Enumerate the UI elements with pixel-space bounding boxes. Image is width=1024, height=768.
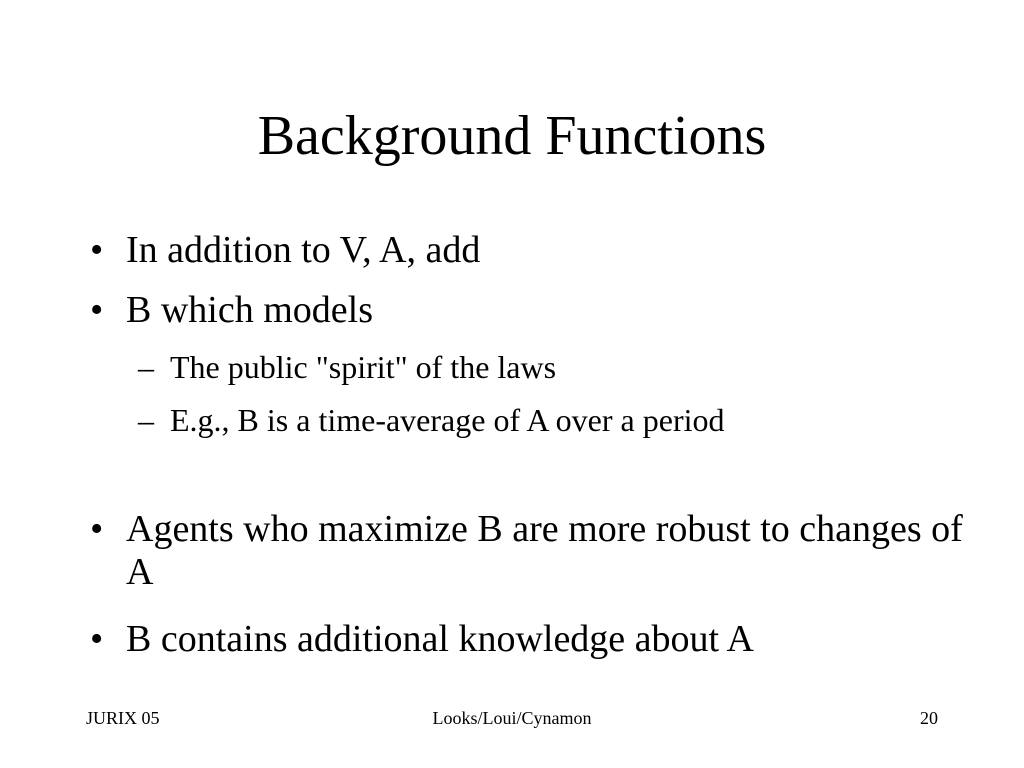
- bullet-text: In addition to V, A, add: [126, 229, 481, 271]
- bullet-text: Agents who maximize B are more robust to changes of A: [126, 508, 963, 593]
- bullet-marker: •: [90, 618, 104, 660]
- sub-bullet-text: E.g., B is a time-average of A over a period: [170, 402, 725, 438]
- sub-bullet-text: The public "spirit" of the laws: [170, 349, 557, 385]
- sub-bullet-item: [138, 401, 978, 439]
- sub-bullet-marker: –: [138, 349, 154, 385]
- footer-left: JURIX 05: [86, 708, 160, 728]
- bullet-item: [90, 508, 970, 594]
- bullet-item: [90, 229, 970, 272]
- sub-bullet-item: [138, 348, 978, 386]
- bullet-marker: •: [90, 508, 104, 550]
- slide-title: Background Functions: [257, 105, 767, 167]
- bullet-marker: •: [90, 229, 104, 271]
- bullet-item: [90, 618, 970, 661]
- slide-number: 20: [920, 708, 938, 728]
- sub-bullet-marker: –: [138, 402, 154, 438]
- bullet-text: B which models: [126, 289, 373, 331]
- footer-center: Looks/Loui/Cynamon: [432, 708, 592, 728]
- bullet-item: [90, 289, 970, 332]
- bullet-marker: •: [90, 289, 104, 331]
- bullet-text: B contains additional knowledge about A: [126, 618, 754, 660]
